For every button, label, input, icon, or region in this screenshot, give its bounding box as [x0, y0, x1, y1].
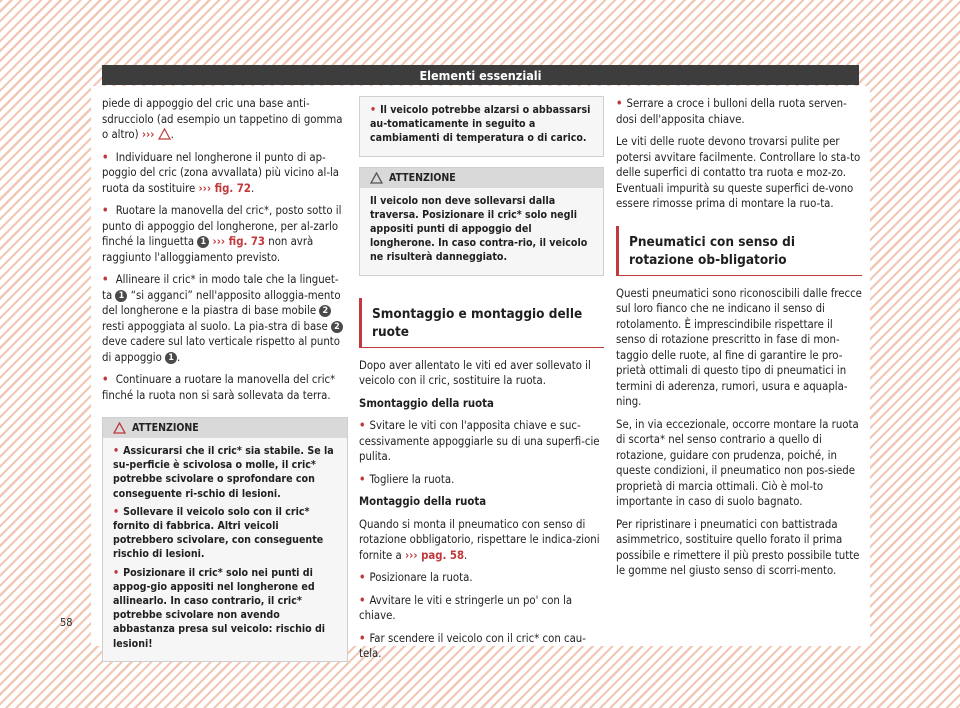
- caution-title: ATTENZIONE: [389, 171, 456, 184]
- warning-triangle-icon: [370, 172, 383, 184]
- subheading: Montaggio della ruota: [359, 495, 487, 509]
- warning-box: [102, 417, 348, 662]
- page-link[interactable]: ››› pag. 58: [404, 548, 465, 562]
- warning-box-continued: [359, 96, 604, 157]
- paragraph: Se, in via eccezionale, occorre montare la ruota di scorta* nel senso contrario a quello di rotazione, guidare con prudenza, poiché, in queste condizioni, il pneumatico non pos-siede proprietà di marcia ottimali. Ciò è mol-to importante in caso di suolo bagnato.: [616, 417, 859, 508]
- list-item: • Ruotare la manovella del cric*, posto sotto il punto di appoggio del longherone, per al-zarlo finché la linguetta 1 ››› fig. 73 non avrà raggiunto l'alloggiamento previsto.: [102, 203, 348, 265]
- list-item: • Far scendere il veicolo con il cric* con cau-tela.: [359, 631, 604, 662]
- subheading: Smontaggio della ruota: [359, 396, 494, 410]
- caution-box: [359, 167, 604, 276]
- list-item: • Continuare a ruotare la manovella del cric* finché la ruota non si sarà sollevata da terra.: [102, 372, 348, 403]
- column-1: [102, 96, 348, 662]
- paragraph: Quando si monta il pneumatico con senso di rotazione obbligatorio, rispettare le indica-zioni fornite a ››› pag. 58.: [359, 517, 600, 562]
- warning-title: ATTENZIONE: [132, 421, 199, 434]
- fig-link[interactable]: ››› fig. 73: [212, 235, 266, 248]
- arrows-ref-icon: ›››: [141, 128, 155, 141]
- list-item: • Allineare il cric* in modo tale che la linguet-ta 1 “si agganci” nell'apposito alloggia-mento del longherone e la piastra di base mobile 2 resti appoggiata al suolo. La pia-stra di base 2 deve cadere sul lato verticale rispetto al punto di appoggio 1 .: [102, 272, 348, 365]
- list-item: • Avvitare le viti e stringerle un po' con la chiave.: [359, 593, 604, 624]
- page-header: [102, 65, 859, 85]
- paragraph: Per ripristinare i pneumatici con battistrada asimmetrico, sostituire quello forato il prima possibile e rimettere il più presto possibile tutte le gomme nel giusto senso di scorri-mento.: [616, 517, 860, 577]
- caution-box-header: [360, 168, 603, 188]
- list-item: • Posizionare la ruota.: [359, 570, 604, 586]
- callout-number: 2: [331, 321, 343, 333]
- warning-triangle-icon: [158, 128, 171, 140]
- paragraph: piede di appoggio del cric una base anti-sdrucciolo (ad esempio un tappetino di gomma o altro) ››› .: [102, 97, 343, 141]
- page-content: [91, 86, 870, 661]
- column-3: [616, 96, 862, 586]
- column-2: [359, 96, 604, 669]
- list-item: • Serrare a croce i bulloni della ruota serven-dosi dell'apposita chiave.: [616, 96, 862, 127]
- page-number: 58: [60, 616, 73, 629]
- callout-number: 1: [197, 236, 209, 248]
- list-item: • Individuare nel longherone il punto di ap-poggio del cric (zona avvallata) più vicino al-la ruota da sostituire ››› fig. 72.: [102, 150, 348, 197]
- warning-item: • Sollevare il veicolo solo con il cric* fornito di fabbrica. Altri veicoli potrebbero scivolare, con conseguente rischio di lesioni.: [113, 505, 337, 562]
- warning-item: • Posizionare il cric* solo nei punti di appog-gio appositi nel longherone ed allinearlo. In caso contrario, il cric* potrebbe scivolare non avendo abbastanza presa sul veicolo: rischio di lesioni!: [113, 566, 337, 651]
- callout-number: 1: [165, 352, 177, 364]
- paragraph: Dopo aver allentato le viti ed aver sollevato il veicolo con il cric, sostituire la ruota.: [359, 358, 591, 388]
- warning-item: • Il veicolo potrebbe alzarsi o abbassarsi au-tomaticamente in seguito a cambiamenti di temperatura o di carico.: [370, 103, 593, 146]
- paragraph: Le viti delle ruote devono trovarsi pulite per potersi avvitare facilmente. Controllare lo sta-to delle superfici di contatto tra ruota e moz-zo. Eventuali impurità su queste superfici de-vono essere rimosse prima di montare la ruo-ta.: [616, 135, 861, 210]
- warning-box-header: [103, 418, 347, 438]
- fig-link[interactable]: ››› fig. 72: [198, 181, 251, 195]
- section-title: Smontaggio e montaggio delle ruote: [359, 298, 604, 348]
- list-item: • Togliere la ruota.: [359, 472, 604, 488]
- warning-triangle-icon: [113, 422, 126, 434]
- section-title: Pneumatici con senso di rotazione ob-bligatorio: [616, 226, 862, 276]
- callout-number: 1: [115, 290, 127, 302]
- list-item: • Svitare le viti con l'apposita chiave e suc-cessivamente appoggiarle su di una superfi-cie pulita.: [359, 418, 604, 465]
- warning-item: • Assicurarsi che il cric* sia stabile. Se la su-perficie è scivolosa o molle, il cric* potrebbe scivolare o sprofondare con conseguente ri-schio di lesioni.: [113, 444, 337, 501]
- warning-box-body: [103, 438, 347, 661]
- paragraph: Questi pneumatici sono riconoscibili dalle frecce sul loro fianco che ne indicano il senso di rotolamento. È imprescindibile rispettare il senso di rotazione prescritto in fase di mon-taggio delle ruote, al fine di garantire le pro-prietà ottimali di questo tipo di pneumatici in termini di aderenza, rumori, usura e aquapla-ning.: [616, 286, 862, 408]
- callout-number: 2: [319, 305, 331, 317]
- caution-text: Il veicolo non deve sollevarsi dalla traversa. Posizionare il cric* solo negli appositi punti di appoggio del longherone. In caso contra-rio, il veicolo ne risulterà danneggiato.: [370, 194, 588, 264]
- header-title: Elementi essenziali: [419, 67, 542, 83]
